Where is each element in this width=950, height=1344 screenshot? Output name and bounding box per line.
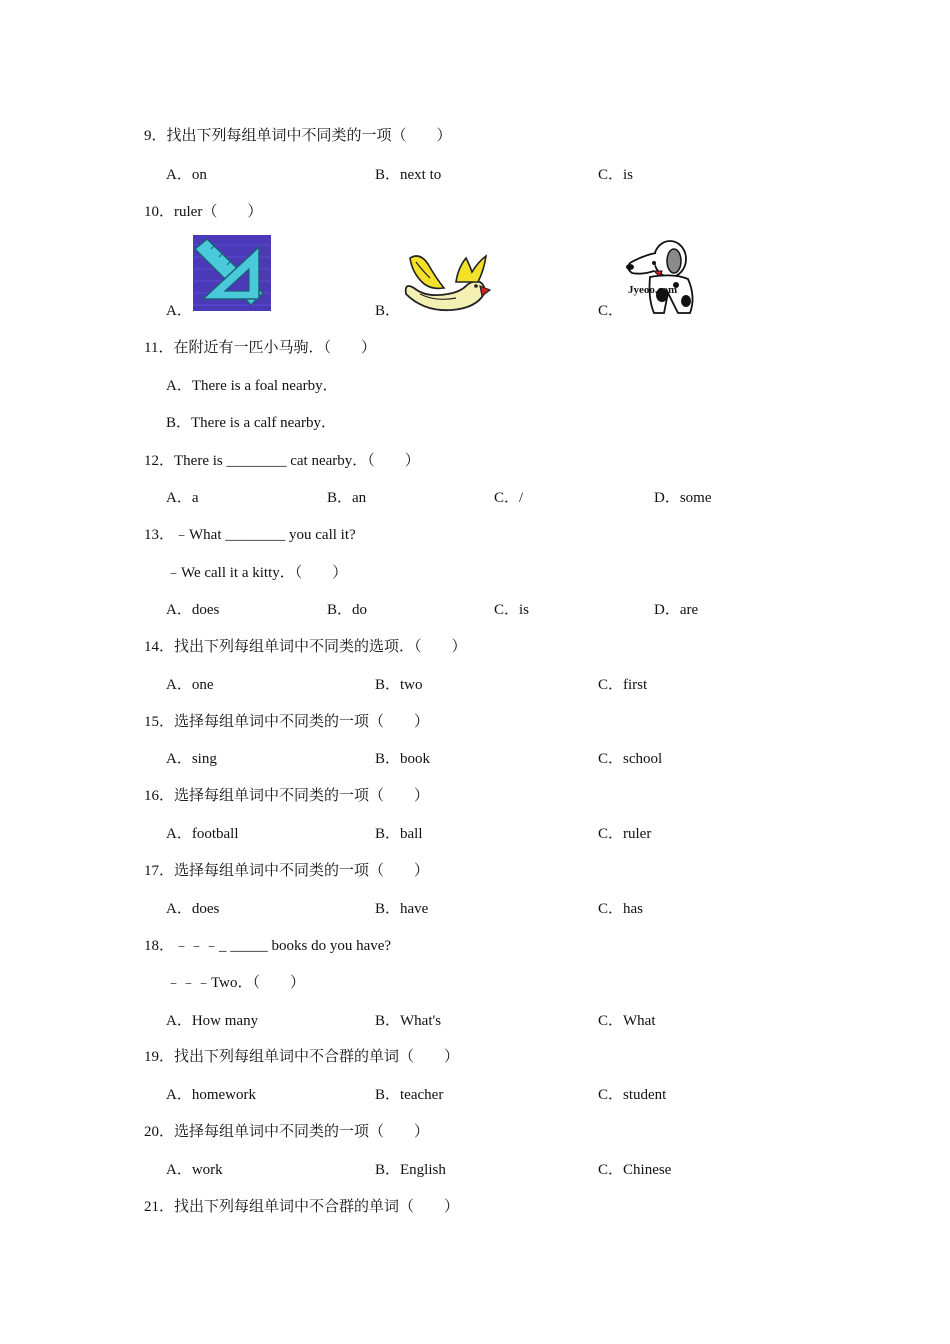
watermark-text: Jyeoo.com (628, 284, 678, 296)
question-19-stem: 19．找出下列每组单词中不合群的单词（ ） (144, 1049, 460, 1065)
question-15-option-b[interactable]: B．book (375, 751, 431, 767)
question-12-option-a[interactable]: A．a (166, 490, 199, 506)
question-16-option-b[interactable]: B．ball (375, 826, 423, 842)
question-13-option-d[interactable]: D．are (654, 602, 699, 618)
dog-image[interactable] (624, 237, 706, 315)
question-18-option-b[interactable]: B．What's (375, 1013, 442, 1029)
bird-image[interactable] (400, 248, 492, 316)
question-12-option-c[interactable]: C．/ (494, 490, 524, 506)
question-15-option-c[interactable]: C．school (598, 751, 663, 767)
question-9-option-a[interactable]: A．on (166, 167, 207, 183)
question-18-stem: 18．﹣﹣﹣_ _____ books do you have? (144, 938, 392, 954)
question-14-stem: 14．找出下列每组单词中不同类的选项．（ ） (144, 639, 467, 655)
question-9-option-c[interactable]: C．is (598, 167, 634, 183)
question-9-stem: 9．找出下列每组单词中不同类的一项（ ） (144, 128, 452, 144)
question-19-option-a[interactable]: A．homework (166, 1087, 256, 1103)
question-12-option-b[interactable]: B．an (327, 490, 367, 506)
question-18-option-c[interactable]: C．What (598, 1013, 656, 1029)
question-18-option-a[interactable]: A．How many (166, 1013, 259, 1029)
question-15-stem: 15．选择每组单词中不同类的一项（ ） (144, 714, 430, 730)
question-10-option-b-label[interactable]: B． (375, 303, 401, 319)
question-10-option-c-label[interactable]: C． (598, 303, 624, 319)
question-17-stem: 17．选择每组单词中不同类的一项（ ） (144, 863, 430, 879)
question-16-stem: 16．选择每组单词中不同类的一项（ ） (144, 788, 430, 804)
question-13-option-c[interactable]: C．is (494, 602, 530, 618)
question-19-option-b[interactable]: B．teacher (375, 1087, 444, 1103)
question-11-option-a[interactable]: A．There is a foal nearby． (166, 378, 338, 394)
question-9-option-b[interactable]: B．next to (375, 167, 442, 183)
question-11-option-b[interactable]: B．There is a calf nearby． (166, 415, 336, 431)
question-16-option-a[interactable]: A．football (166, 826, 239, 842)
question-10-option-a-label[interactable]: A． (166, 303, 192, 319)
question-10-stem: 10．ruler（ ） (144, 204, 263, 220)
question-20-stem: 20．选择每组单词中不同类的一项（ ） (144, 1124, 430, 1140)
question-21-stem: 21．找出下列每组单词中不合群的单词（ ） (144, 1199, 460, 1215)
question-13-stem: 13．﹣What ________ you call it? (144, 527, 356, 543)
question-20-option-c[interactable]: C．Chinese (598, 1162, 672, 1178)
question-13-option-a[interactable]: A．does (166, 602, 220, 618)
question-14-option-c[interactable]: C．first (598, 677, 648, 693)
question-11-stem: 11．在附近有一匹小马驹．（ ） (144, 340, 376, 356)
question-17-option-b[interactable]: B．have (375, 901, 429, 917)
question-14-option-b[interactable]: B．two (375, 677, 423, 693)
ruler-triangle-image[interactable] (193, 235, 271, 311)
question-20-option-a[interactable]: A．work (166, 1162, 223, 1178)
question-19-option-c[interactable]: C．student (598, 1087, 667, 1103)
question-13-stem-line2: ﹣We call it a kitty．（ ） (166, 565, 348, 581)
question-12-stem: 12．There is ________ cat nearby．（ ） (144, 453, 420, 469)
question-17-option-c[interactable]: C．has (598, 901, 644, 917)
question-12-option-d[interactable]: D．some (654, 490, 712, 506)
question-20-option-b[interactable]: B．English (375, 1162, 446, 1178)
question-16-option-c[interactable]: C．ruler (598, 826, 652, 842)
question-15-option-a[interactable]: A．sing (166, 751, 217, 767)
question-13-option-b[interactable]: B．do (327, 602, 368, 618)
question-18-stem-line2: ﹣﹣﹣Two．（ ） (166, 975, 305, 991)
question-14-option-a[interactable]: A．one (166, 677, 214, 693)
question-17-option-a[interactable]: A．does (166, 901, 220, 917)
